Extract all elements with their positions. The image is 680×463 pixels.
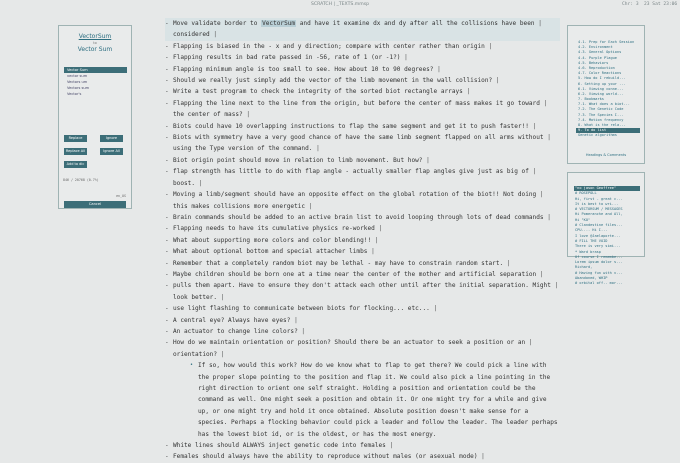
suggestion-item[interactable]: Vector's	[67, 92, 82, 96]
line-end-marker: |	[477, 453, 485, 461]
comment-item[interactable]: Lorem ipsum dolor s...	[575, 260, 623, 265]
text-line[interactable]	[165, 41, 560, 52]
suggestion-item[interactable]: vector sum	[67, 74, 88, 78]
line-text: Maybe children should be born one at a time near the center of the mother and artificial separation	[173, 270, 537, 278]
outline-item[interactable]: 7.1. What does a biot...	[578, 102, 630, 107]
list-dash: -	[165, 453, 169, 461]
text-line[interactable]	[165, 121, 560, 132]
line-end-marker: |	[539, 99, 548, 107]
text-line[interactable]	[165, 292, 560, 303]
list-dash: -	[165, 327, 169, 335]
text-line[interactable]	[165, 18, 560, 29]
progress-count: 846 / 20768 (0.7%)	[63, 178, 99, 182]
outline-list	[576, 40, 640, 139]
list-dash: -	[165, 259, 169, 267]
list-dash: -	[165, 99, 169, 107]
text-line[interactable]	[165, 86, 560, 97]
line-text: What about optional bottom and special attacher limbs	[173, 248, 368, 256]
cancel-button[interactable]: Cancel	[64, 201, 126, 208]
line-end-marker: |	[534, 20, 542, 27]
text-line[interactable]	[165, 75, 560, 86]
line-end-marker: |	[550, 282, 559, 290]
line-text: pulls them apart. Have to ensure they don't attack each other until after the initial separation. Might	[173, 282, 551, 290]
comment-item[interactable]: Hi, first - great c...	[575, 196, 623, 201]
list-dash: -	[165, 134, 169, 142]
outline-item[interactable]: 6. Setting up your ...	[578, 81, 626, 86]
text-editor[interactable]	[165, 18, 560, 461]
comment-item[interactable]: Abandoned, WHIP	[575, 276, 608, 281]
line-end-marker: |	[400, 54, 408, 62]
replace-button[interactable]: Replace	[64, 135, 87, 142]
comment-item[interactable]: "no jason Geoffree"	[574, 186, 640, 191]
outline-footer: Headings & Comments	[585, 153, 627, 157]
language-label: en_US	[116, 194, 126, 198]
text-line[interactable]	[165, 235, 560, 246]
outline-item[interactable]: 4.3. General Options	[578, 50, 622, 55]
outline-item[interactable]: 4.4. Purple Plague	[578, 55, 617, 60]
line-text: Biot origin point should move in relation to limb movement. But how?	[173, 156, 423, 164]
bullet-icon: •	[190, 362, 194, 369]
comment-item[interactable]: # FILL THE VOID	[575, 238, 608, 243]
comment-item[interactable]: # Having fun with v...	[575, 270, 623, 275]
text-line[interactable]	[165, 155, 560, 166]
line-end-marker: |	[209, 31, 218, 39]
line-text: Moving a limb/segment should have an opposite effect on the global rotation of the biot!! Not doing	[173, 191, 537, 199]
outline-item[interactable]: 8. What is the rela...	[578, 123, 626, 127]
line-text: Brain commands should be added to an active brain list to avoid looping through lots of dead commands	[173, 213, 544, 221]
line-text: Remember that a completely random biot may be lethal - may have to constrain random start.	[173, 259, 504, 267]
line-text: Flapping minimum angle is too small to see. How about 10 to 90 degrees?	[173, 65, 434, 73]
line-text: White lines should ALWAYS inject genetic code into females	[173, 442, 386, 450]
list-dash: -	[165, 168, 169, 176]
line-text: considered	[173, 31, 210, 39]
to-label: to	[93, 41, 97, 45]
text-line[interactable]	[165, 132, 560, 143]
line-text: flap strength has little to do with flap angle - actually smaller flap angles give just as big of	[173, 168, 529, 176]
line-text: A central eye? Always have eyes?	[173, 316, 291, 324]
text-line[interactable]	[165, 64, 560, 75]
line-text: Flapping needs to have its cumulative physics re-worked	[173, 225, 375, 233]
outline-item[interactable]: 6.2. Viewing world...	[578, 91, 624, 96]
char-count: Chr: 3	[622, 2, 639, 7]
line-end-marker: |	[543, 134, 551, 142]
line-end-marker: |	[195, 179, 203, 187]
list-dash: -	[165, 77, 169, 85]
line-end-marker: |	[543, 213, 551, 221]
list-dash: -	[165, 65, 169, 73]
text-line[interactable]	[165, 303, 560, 314]
comment-item[interactable]: # VECTORSUM / MESSAGES	[575, 207, 623, 212]
outline-panel	[567, 25, 645, 164]
line-text: Flapping the line next to the line from the origin, but before the center of mass makes it go toward	[173, 99, 540, 107]
text-line[interactable]	[165, 109, 560, 120]
text-line[interactable]	[165, 98, 560, 109]
outline-item[interactable]: 4.5. Behaviors	[578, 60, 609, 65]
line-end-marker: |	[297, 327, 306, 335]
line-text: Flapping is biased in the - x and y direction; compare with center rather than origin	[173, 42, 485, 50]
line-text: How do we maintain orientation or position? Should there be an actuator to seek a position or an	[173, 339, 526, 347]
line-text: the center of mass?	[173, 111, 243, 119]
line-text: and have it examine dx and dy after all the collisions have been	[296, 20, 535, 27]
list-dash: -	[165, 248, 169, 256]
line-text: look better.	[173, 293, 218, 301]
line-text: orientation?	[173, 350, 218, 358]
line-end-marker: |	[503, 259, 511, 267]
line-end-marker: |	[305, 202, 313, 210]
list-dash: -	[165, 305, 169, 313]
comments-list	[574, 186, 640, 286]
outline-item[interactable]: 9. To do list	[576, 128, 640, 133]
list-dash: -	[165, 156, 169, 164]
text-line[interactable]	[165, 29, 560, 40]
comment-item[interactable]: CPU.... Hi I...	[575, 228, 608, 233]
line-text: Biots with symmetry have a very good chance of have the same limb segment flapped on all arms without	[173, 134, 544, 142]
outline-item[interactable]: 4.2. Environment	[578, 45, 613, 50]
line-text: Move validate border to	[173, 20, 262, 27]
line-text: use light flashing to communicate between biots for flocking... etc...	[173, 305, 430, 313]
line-end-marker: |	[385, 442, 394, 450]
replacement-word[interactable]: Vector Sum	[77, 46, 113, 53]
line-end-marker: |	[528, 168, 537, 176]
line-end-marker: |	[536, 270, 544, 278]
misspelled-word: VectorSum	[78, 33, 112, 40]
comment-item[interactable]: * Ward brasp	[575, 249, 601, 254]
outline-item[interactable]: 7.3. The Species I...	[578, 112, 624, 117]
clock: 23 Sat 23:06	[644, 2, 678, 7]
text-line[interactable]	[165, 246, 560, 257]
list-dash: -	[165, 339, 169, 347]
comment-item[interactable]: It is best to wri...	[575, 201, 619, 206]
line-end-marker: |	[536, 191, 544, 199]
line-end-marker: |	[422, 156, 430, 164]
line-end-marker: |	[312, 145, 320, 153]
suggestion-list	[64, 67, 127, 97]
outline-item[interactable]: 4.7. Color Reactions	[578, 71, 622, 76]
text-line[interactable]	[165, 440, 560, 451]
text-line[interactable]	[165, 212, 560, 223]
outline-item[interactable]: Genetic algorithms	[578, 133, 617, 138]
comment-item[interactable]: # Clandestine files...	[575, 223, 623, 228]
list-dash: -	[165, 213, 169, 221]
line-end-marker: |	[367, 248, 375, 256]
nested-paragraph[interactable]	[165, 360, 560, 440]
line-text: using the Type version of the command.	[173, 145, 313, 153]
comment-item[interactable]: I love @Jaelaporte...	[575, 233, 621, 238]
comment-item[interactable]: Hi "KO"	[575, 217, 591, 222]
list-dash: -	[165, 191, 169, 199]
outline-item[interactable]: 7. Bookmarks	[578, 97, 604, 102]
text-line[interactable]	[165, 315, 560, 326]
suggestion-item[interactable]: Vectors sum	[67, 86, 90, 90]
text-line[interactable]	[165, 451, 560, 462]
line-text: Should we really just simply add the vector of the limb movement in the wall collision?	[173, 77, 493, 85]
outline-item[interactable]: 4.1. Prep for Each Session	[578, 40, 635, 44]
line-text: Flapping results in bad rate passed in -56, rate of 1 (or -1?)	[173, 54, 401, 62]
outline-item[interactable]: 7.2. The Genetic Code	[578, 107, 624, 112]
list-dash: -	[165, 20, 169, 27]
line-end-marker: |	[484, 42, 493, 50]
text-line[interactable]	[165, 269, 560, 280]
text-line[interactable]	[165, 223, 560, 234]
add-to-dictionary-button[interactable]: Add to dic	[64, 161, 87, 168]
list-dash: -	[165, 122, 169, 130]
line-end-marker: |	[528, 122, 537, 130]
line-end-marker: |	[492, 77, 500, 85]
outline-item[interactable]: 7.4. Motion frequency	[578, 117, 624, 122]
text-line[interactable]	[165, 166, 560, 177]
window-title: SCRATCH | _TEXTS.mmsp	[310, 2, 370, 7]
list-dash: -	[165, 236, 169, 244]
nested-text: If so, how would this work? How do we know what to flap to get there? We could pick a line with the proper slope pointing to the position and flap it. We could also pick a line pointing in the right direction to orient one self straight. Holding a position and orientation could be the command as well. One might seek a position and obtain it. Or one might try for a while and give up, or one might try and hold it once obtained. Absolute position doesn't make sense for a species. Perhaps a flocking behavior could pick a leader and follow the leader. The leader perhaps has the lowest biot id, or is the oldest, or has the most energy.	[198, 362, 558, 438]
highlighted-word: VectorSum	[262, 20, 296, 27]
list-dash: -	[165, 225, 169, 233]
comments-panel	[567, 172, 645, 286]
line-text: Write a test program to check the integrity of the sorted biot rectangle arrays	[173, 88, 463, 96]
comment-item[interactable]: Richard,	[575, 265, 593, 270]
line-end-marker: |	[290, 316, 298, 324]
replace-all-button[interactable]: Replace All	[65, 149, 86, 153]
text-line[interactable]	[165, 201, 560, 212]
line-text: What about supporting more colors and color blending!!	[173, 236, 372, 244]
line-end-marker: |	[217, 293, 225, 301]
outline-item[interactable]: 4.6. Reproduction	[578, 65, 615, 70]
title-bar	[0, 0, 680, 12]
outline-item[interactable]: 5. How do I rebuild...	[578, 76, 626, 81]
text-line[interactable]	[165, 143, 560, 154]
text-line[interactable]	[165, 52, 560, 63]
line-end-marker: |	[242, 111, 251, 119]
line-end-marker: |	[462, 88, 471, 96]
line-end-marker: |	[429, 305, 438, 313]
line-text: An actuator to change line colors?	[173, 327, 298, 335]
text-line[interactable]	[165, 280, 560, 291]
outline-item[interactable]: 6.1. Viewing conne...	[578, 86, 624, 91]
suggestion-item[interactable]: Vector Sum	[64, 67, 127, 73]
line-end-marker: |	[217, 350, 225, 358]
list-dash: -	[165, 88, 169, 96]
line-end-marker: |	[525, 339, 533, 347]
suggestion-item[interactable]: Vectors um	[67, 80, 88, 84]
comment-item[interactable]: Hi Pomeranche and All,	[575, 212, 623, 217]
list-dash: -	[165, 42, 169, 50]
line-end-marker: |	[433, 65, 441, 73]
line-end-marker: |	[371, 236, 379, 244]
list-dash: -	[165, 270, 169, 278]
text-line[interactable]	[165, 337, 560, 348]
line-end-marker: |	[374, 225, 383, 233]
list-dash: -	[165, 316, 169, 324]
line-text: this makes collisions more energetic	[173, 202, 306, 210]
ignore-all-button[interactable]: Ignore All	[100, 148, 123, 155]
line-text: boost.	[173, 179, 196, 187]
text-line[interactable]	[165, 326, 560, 337]
text-line[interactable]	[165, 349, 560, 360]
ignore-button[interactable]: Ignore	[100, 135, 123, 142]
comment-item[interactable]: # ROSEPOLL	[575, 191, 597, 196]
comment-item[interactable]: # orbital off.. mor...	[575, 281, 623, 286]
comment-item[interactable]: Of course I remembe...	[575, 254, 623, 259]
spell-replace-panel	[58, 25, 132, 209]
line-text: Biots could have 10 overlapping instructions to flap the same segment and get it to push faster!!	[173, 122, 529, 130]
comment-item[interactable]: There is very simi...	[575, 244, 621, 249]
list-dash: -	[165, 442, 169, 450]
text-line[interactable]	[165, 258, 560, 269]
list-dash: -	[165, 282, 169, 290]
text-line[interactable]	[165, 178, 560, 189]
text-line[interactable]	[165, 189, 560, 200]
list-dash: -	[165, 54, 169, 62]
line-text: Females should always have the ability to reproduce without males (or asexual mode)	[173, 453, 478, 461]
